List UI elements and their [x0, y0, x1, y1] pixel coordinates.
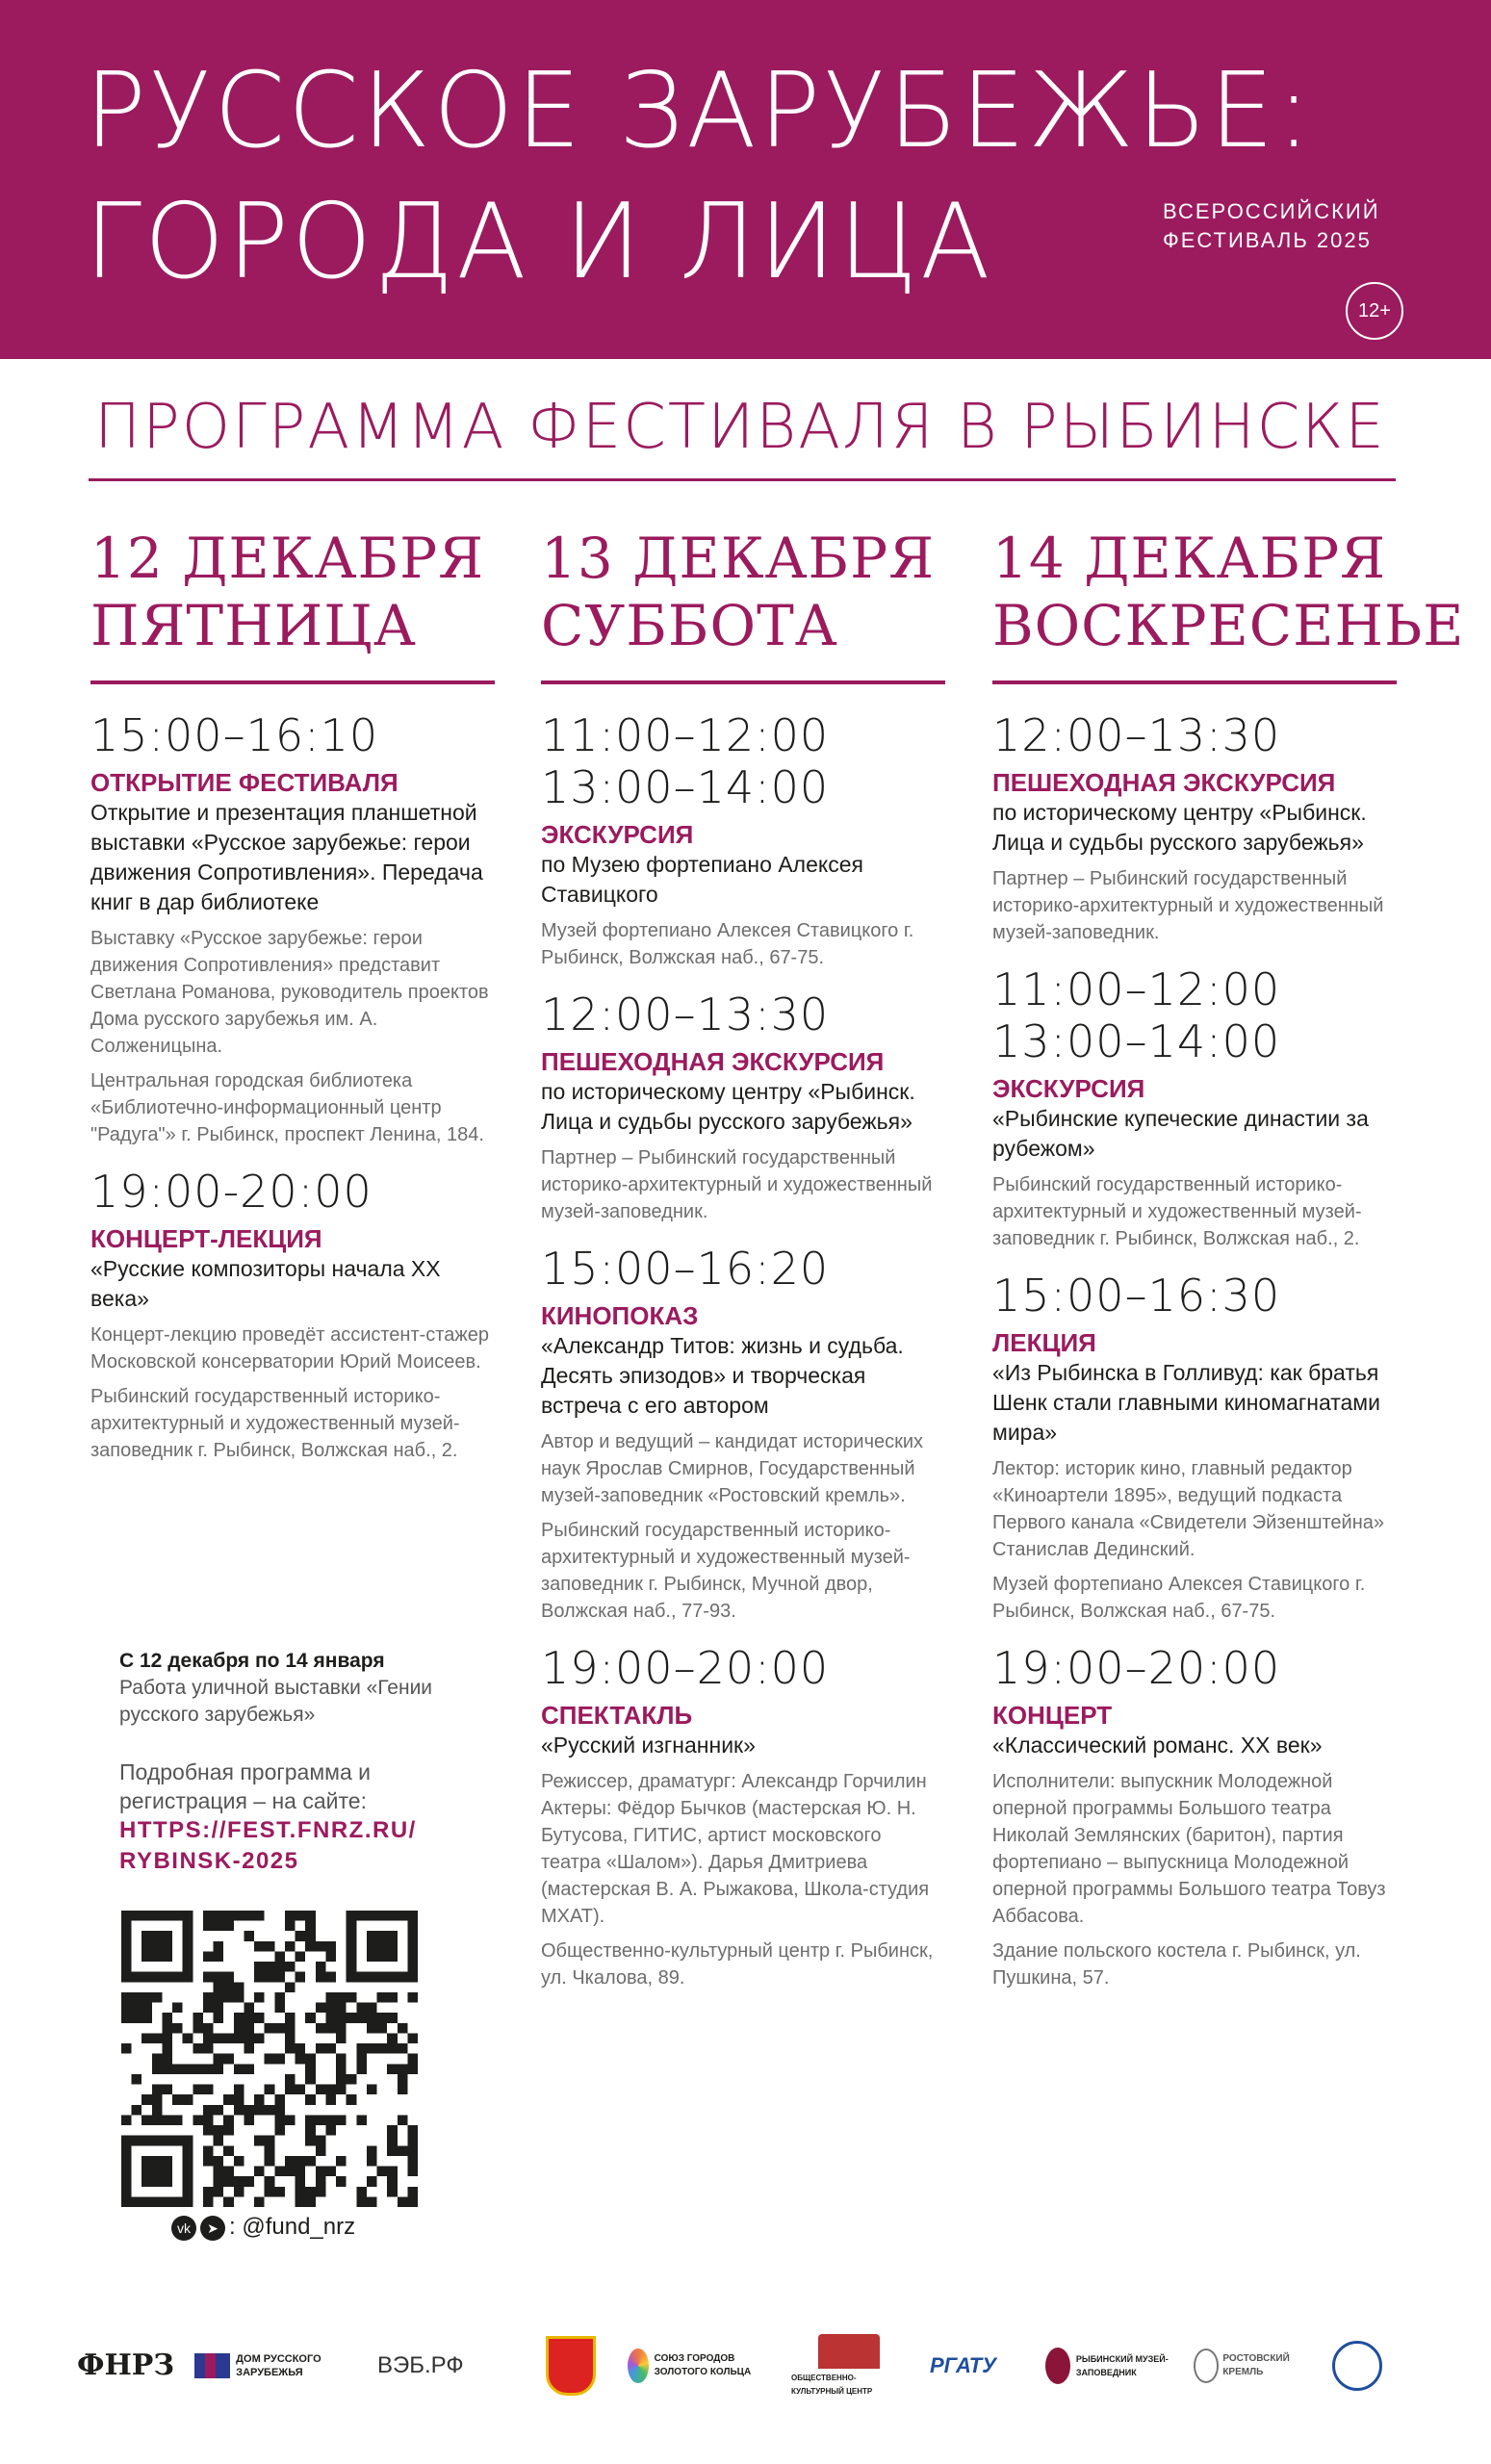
- event-time: 15:00–16:30: [992, 1270, 1281, 1322]
- event-description: «Классический романс. XX век»: [992, 1732, 1323, 1758]
- day-divider: [90, 680, 495, 684]
- event-description: «Рыбинские купеческие династии за рубежом»: [992, 1106, 1369, 1161]
- logo-emblem: [1332, 2327, 1390, 2404]
- event-description: «Русский изгнанник»: [541, 1732, 756, 1758]
- event-item: [992, 1270, 1397, 1625]
- event-description: «Из Рыбинска в Голливуд: как братья Шенк стали главными киномагнатами мира»: [992, 1360, 1380, 1445]
- event-note: Исполнители: выпускник Молодежной оперной программы Большого театра Николай Землянских (баритон), партия фортепиано – выпускница Молодежной оперной программы Большого театра Товуз Аббасова.: [992, 1771, 1386, 1927]
- event-description: по историческому центру «Рыбинск. Лица и судьбы русского зарубежья»: [541, 1079, 915, 1134]
- logo-dom-russkogo-zarubezhya: ДОМ РУССКОГО ЗАРУБЕЖЬЯ: [194, 2327, 339, 2404]
- event-note: Автор и ведущий – кандидат исторических наук Ярослав Смирнов, Государственный музей-заповедник «Ростовский кремль».: [541, 1431, 924, 1506]
- event-description: по историческому центру «Рыбинск. Лица и судьбы русского зарубежья»: [992, 800, 1367, 855]
- vk-icon[interactable]: vk: [171, 2216, 196, 2241]
- event-note: Выставку «Русское зарубежье: герои движения Сопротивления» представит Светлана Романова, руководитель проектов Дома русского зарубежья им. А. Солженицына.: [90, 928, 489, 1057]
- website-link-line-2[interactable]: RYBINSK-2025: [119, 1848, 299, 1874]
- festival-subtitle: [1163, 197, 1380, 255]
- logo-rybinsk-museum: РЫБИНСКИЙ МУЗЕЙ-ЗАПОВЕДНИК: [1045, 2327, 1180, 2404]
- event-note: Рыбинский государственный историко-архитектурный и художественный музей-заповедник г. Рыбинск, Мучной двор, Волжская наб., 77-93.: [541, 1520, 911, 1622]
- event-description: Открытие и презентация планшетной выставки «Русское зарубежье: герои движения Сопротивления». Передача книг в дар библиотеке: [90, 800, 483, 914]
- logo-coat-of-arms: [545, 2327, 597, 2404]
- social-handle[interactable]: : @fund_nrz: [229, 2214, 356, 2240]
- day-divider: [992, 680, 1397, 684]
- partner-logos: [77, 2327, 1425, 2404]
- event-type: ОТКРЫТИЕ ФЕСТИВАЛЯ: [90, 768, 398, 797]
- event-item: [992, 709, 1397, 946]
- event-note: Партнер – Рыбинский государственный историко-архитектурный и художественный музей-заповедник.: [541, 1147, 933, 1222]
- festival-title-line-1: РУССКОЕ ЗАРУБЕЖЬЕ:: [85, 51, 1314, 171]
- event-note: Центральная городская библиотека «Библиотечно-информационный центр "Радуга"» г. Рыбинск, проспект Ленина, 184.: [90, 1070, 484, 1145]
- event-item: [541, 709, 945, 971]
- event-item: [992, 963, 1397, 1252]
- day-weekday: ВОСКРЕСЕНЬЕ: [992, 593, 1465, 658]
- event-note: Рыбинский государственный историко-архитектурный и художественный музей-заповедник г. Рыбинск, Волжская наб., 2.: [992, 1174, 1362, 1249]
- qr-code[interactable]: [121, 1911, 418, 2207]
- event-type: КОНЦЕРТ-ЛЕКЦИЯ: [90, 1224, 322, 1253]
- event-type: ЭКСКУРСИЯ: [992, 1074, 1145, 1103]
- day-weekday: ПЯТНИЦА: [90, 593, 417, 658]
- event-description: по Музею фортепиано Алексея Ставицкого: [541, 852, 863, 907]
- event-type: ЛЕКЦИЯ: [992, 1328, 1096, 1357]
- website-link-line-1[interactable]: HTTPS://FEST.FNRZ.RU/: [119, 1817, 417, 1843]
- exhibit-text: Работа уличной выставки «Гении русского зарубежья»: [119, 1677, 433, 1726]
- program-title-divider: [89, 478, 1396, 481]
- event-note: Концерт-лекцию проведёт ассистент-стажер Московской консерватории Юрий Моисеев.: [90, 1324, 489, 1373]
- exhibit-dates: С 12 декабря по 14 января: [119, 1650, 385, 1672]
- header-banner: [0, 0, 1491, 359]
- day-column-1: [90, 525, 495, 1481]
- event-time: 12:00–13:30: [992, 709, 1281, 761]
- registration-info: Подробная программа и регистрация – на сайте:: [119, 1759, 371, 1813]
- event-note: Здание польского костела г. Рыбинск, ул. Пушкина, 57.: [992, 1940, 1361, 1989]
- event-time: 15:00–16:20: [541, 1243, 830, 1295]
- event-time: 12:00–13:30: [541, 988, 830, 1040]
- day-weekday: СУББОТА: [541, 593, 838, 658]
- day-heading: [90, 525, 495, 659]
- event-note: Режиссер, драматург: Александр Горчилин Актеры: Фёдор Бычков (мастерская Ю. Н. Бутусова, ГИТИС, артист московского театра «Шалом»). Дарья Дмитриева (мастерская В. А. Рыжакова, Школа-студия МХАТ).: [541, 1771, 930, 1927]
- event-item: [541, 1642, 945, 1991]
- day-heading: [541, 525, 945, 659]
- event-item: [90, 1166, 495, 1464]
- event-note: Общественно-культурный центр г. Рыбинск, ул. Чкалова, 89.: [541, 1940, 934, 1989]
- festival-subtitle-line-1: ВСЕРОССИЙСКИЙ: [1163, 199, 1380, 223]
- sidebar-info: [119, 1648, 437, 1877]
- event-type: СПЕКТАКЛЬ: [541, 1701, 693, 1730]
- logo-cultural-center: ОБЩЕСТВЕННО-КУЛЬТУРНЫЙ ЦЕНТР: [791, 2327, 907, 2404]
- event-description: «Русские композиторы начала XX века»: [90, 1256, 441, 1311]
- event-time: 15:00–16:10: [90, 709, 379, 761]
- day-column-3: [992, 525, 1465, 2009]
- program-title: ПРОГРАММА ФЕСТИВАЛЯ В РЫБИНСКЕ: [94, 392, 1386, 463]
- event-item: [992, 1642, 1397, 1991]
- event-type: КОНЦЕРТ: [992, 1701, 1113, 1730]
- event-type: КИНОПОКАЗ: [541, 1301, 699, 1330]
- day-heading: [992, 525, 1465, 659]
- event-item: [541, 1243, 945, 1625]
- day-date: 13 ДЕКАБРЯ: [541, 526, 936, 591]
- logo-rostov-kremlin: РОСТОВСКИЙ КРЕМЛЬ: [1194, 2327, 1299, 2404]
- festival-title-line-2: ГОРОДА И ЛИЦА: [85, 182, 993, 302]
- social-links: [171, 2214, 355, 2241]
- event-time: 19:00–20:00: [541, 1642, 830, 1694]
- telegram-icon[interactable]: ➤: [200, 2216, 225, 2241]
- day-divider: [541, 680, 945, 684]
- day-date: 14 ДЕКАБРЯ: [992, 526, 1387, 591]
- event-type: ПЕШЕХОДНАЯ ЭКСКУРСИЯ: [541, 1047, 885, 1076]
- event-item: [541, 988, 945, 1225]
- event-note: Партнер – Рыбинский государственный историко-архитектурный и художественный музей-заповедник.: [992, 868, 1384, 943]
- event-time: 11:00–12:00 13:00–14:00: [541, 709, 830, 813]
- event-time: 11:00–12:00 13:00–14:00: [992, 963, 1281, 1067]
- event-note: Лектор: историк кино, главный редактор «Киноартели 1895», ведущий подкаста Первого канала «Свидетели Эйзенштейна» Станислав Дединский.: [992, 1458, 1385, 1560]
- age-rating-badge: 12+: [1346, 282, 1403, 340]
- event-time: 19:00-20:00: [90, 1166, 373, 1218]
- day-column-2: [541, 525, 945, 2009]
- festival-subtitle-line-2: ФЕСТИВАЛЬ 2025: [1163, 228, 1372, 252]
- event-note: Рыбинский государственный историко-архитектурный и художественный музей-заповедник г. Рыбинск, Волжская наб., 2.: [90, 1386, 460, 1461]
- logo-rgatu: РГАТУ: [930, 2353, 997, 2377]
- event-note: Музей фортепиано Алексея Ставицкого г. Рыбинск, Волжская наб., 67-75.: [541, 920, 914, 968]
- event-time: 19:00–20:00: [992, 1642, 1281, 1694]
- event-note: Музей фортепиано Алексея Ставицкого г. Рыбинск, Волжская наб., 67-75.: [992, 1574, 1366, 1622]
- event-type: ЭКСКУРСИЯ: [541, 820, 694, 849]
- logo-fnrz: ФНРЗ: [77, 2348, 175, 2382]
- event-item: [90, 709, 495, 1148]
- logo-golden-ring: СОЮЗ ГОРОДОВ ЗОЛОТОГО КОЛЬЦА: [628, 2327, 762, 2404]
- event-type: ПЕШЕХОДНАЯ ЭКСКУРСИЯ: [992, 768, 1336, 797]
- logo-veb-rf: ВЭБ.РФ: [377, 2352, 464, 2378]
- day-date: 12 ДЕКАБРЯ: [90, 526, 485, 591]
- event-description: «Александр Титов: жизнь и судьба. Десять эпизодов» и творческая встреча с его автором: [541, 1333, 904, 1418]
